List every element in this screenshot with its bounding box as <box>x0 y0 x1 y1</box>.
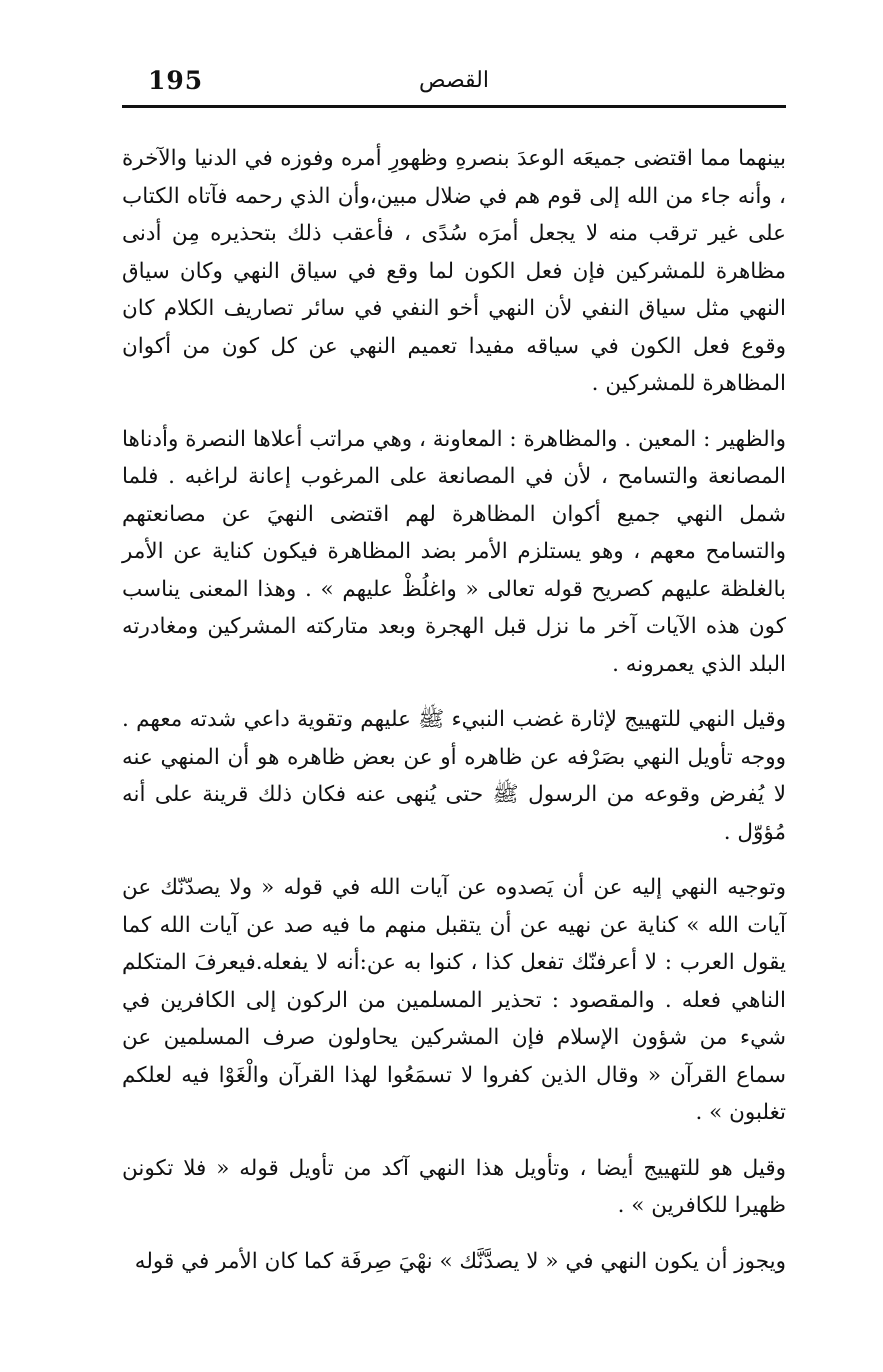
paragraph-6: ويجوز أن يكون النهي في « لا يصدَّنَّك » نهْيَ صِرفَة كما كان الأمر في قوله <box>134 1248 786 1274</box>
paragraph-2: والظهير : المعين . والمظاهرة : المعاونة ، وهي مراتب أعلاها النصرة وأدناها المصانعة والتسامح ، لأن في المصانعة على المرغوب إعانة لراغبه . فلما شمل النهي جميع أكوان المظاهرة لهم اقتضى النهيَ عن مصانعتهم والتسامح معهم ، وهو يستلزم الأمر بضد المظاهرة فيكون كناية عن الأمر بالغلظة عليهم كصريح قوله تعالى « واغلُظْ عليهم » . وهذا المعنى يناسب كون هذه الآيات آخر ما نزل قبل الهجرة وبعد متاركته المشركين ومغادرته البلد الذي يعمرونه . <box>122 426 786 677</box>
header-divider <box>122 105 786 108</box>
paragraph-3: وقيل النهي للتهييج لإثارة غضب النبيء ﷺ عليهم وتقوية داعي شدته معهم . ووجه تأويل النهي بصَرْفه عن ظاهره أو عن بعض ظاهره هو أن المنهي عنه لا يُفرض وقوعه من الرسول ﷺ حتى يُنهى عنه فكان ذلك قرينة على أنه مُؤوّل . <box>122 707 786 845</box>
page-number: 195 <box>148 66 204 95</box>
paragraph-5: وقيل هو للتهييج أيضا ، وتأويل هذا النهي آكد من تأويل قوله « فلا تكونن ظهيرا للكافرين » . <box>122 1155 786 1218</box>
page-header <box>122 62 786 106</box>
body-text <box>122 140 786 1280</box>
paragraph-4: وتوجيه النهي إليه عن أن يَصدوه عن آيات الله في قوله « ولا يصدّنّك عن آيات الله » كناية عن نهيه عن أن يتقبل منهم ما فيه صد عن آيات الله كما يقول العرب : لا أعرفنّك تفعل كذا ، كنوا به عن:أنه لا يفعله.فيعرفَ المتكلم الناهي فعله . والمقصود : تحذير المسلمين من الركون إلى الكافرين في شيء من شؤون الإسلام فإن المشركين يحاولون صرف المسلمين عن سماع القرآن « وقال الذين كفروا لا تسمَعُوا لهذا القرآن والْغَوْا فيه لعلكم تغلبون » . <box>122 875 786 1125</box>
paragraph-1: بينهما مما اقتضى جميعَه الوعدَ بنصرهِ وظهورِ أمره وفوزه في الدنيا والآخرة ، وأنه جاء من الله إلى قوم هم في ضلال مبين،وأن الذي رحمه فآتاه الكتاب على غير ترقب منه لا يجعل أمرَه سُدًى ، فأعقب ذلك بتحذيره مِن أدنى مظاهرة للمشركين فإن فعل الكون لما وقع في سياق النهي وكان سياق النهي مثل سياق النفي لأن النهي أخو النفي في سائر تصاريف الكلام كان وقوع فعل الكون في سياقه مفيدا تعميم النهي عن كل كون من أكوان المظاهرة للمشركين . <box>122 146 786 396</box>
surah-title: القصص <box>419 68 489 93</box>
